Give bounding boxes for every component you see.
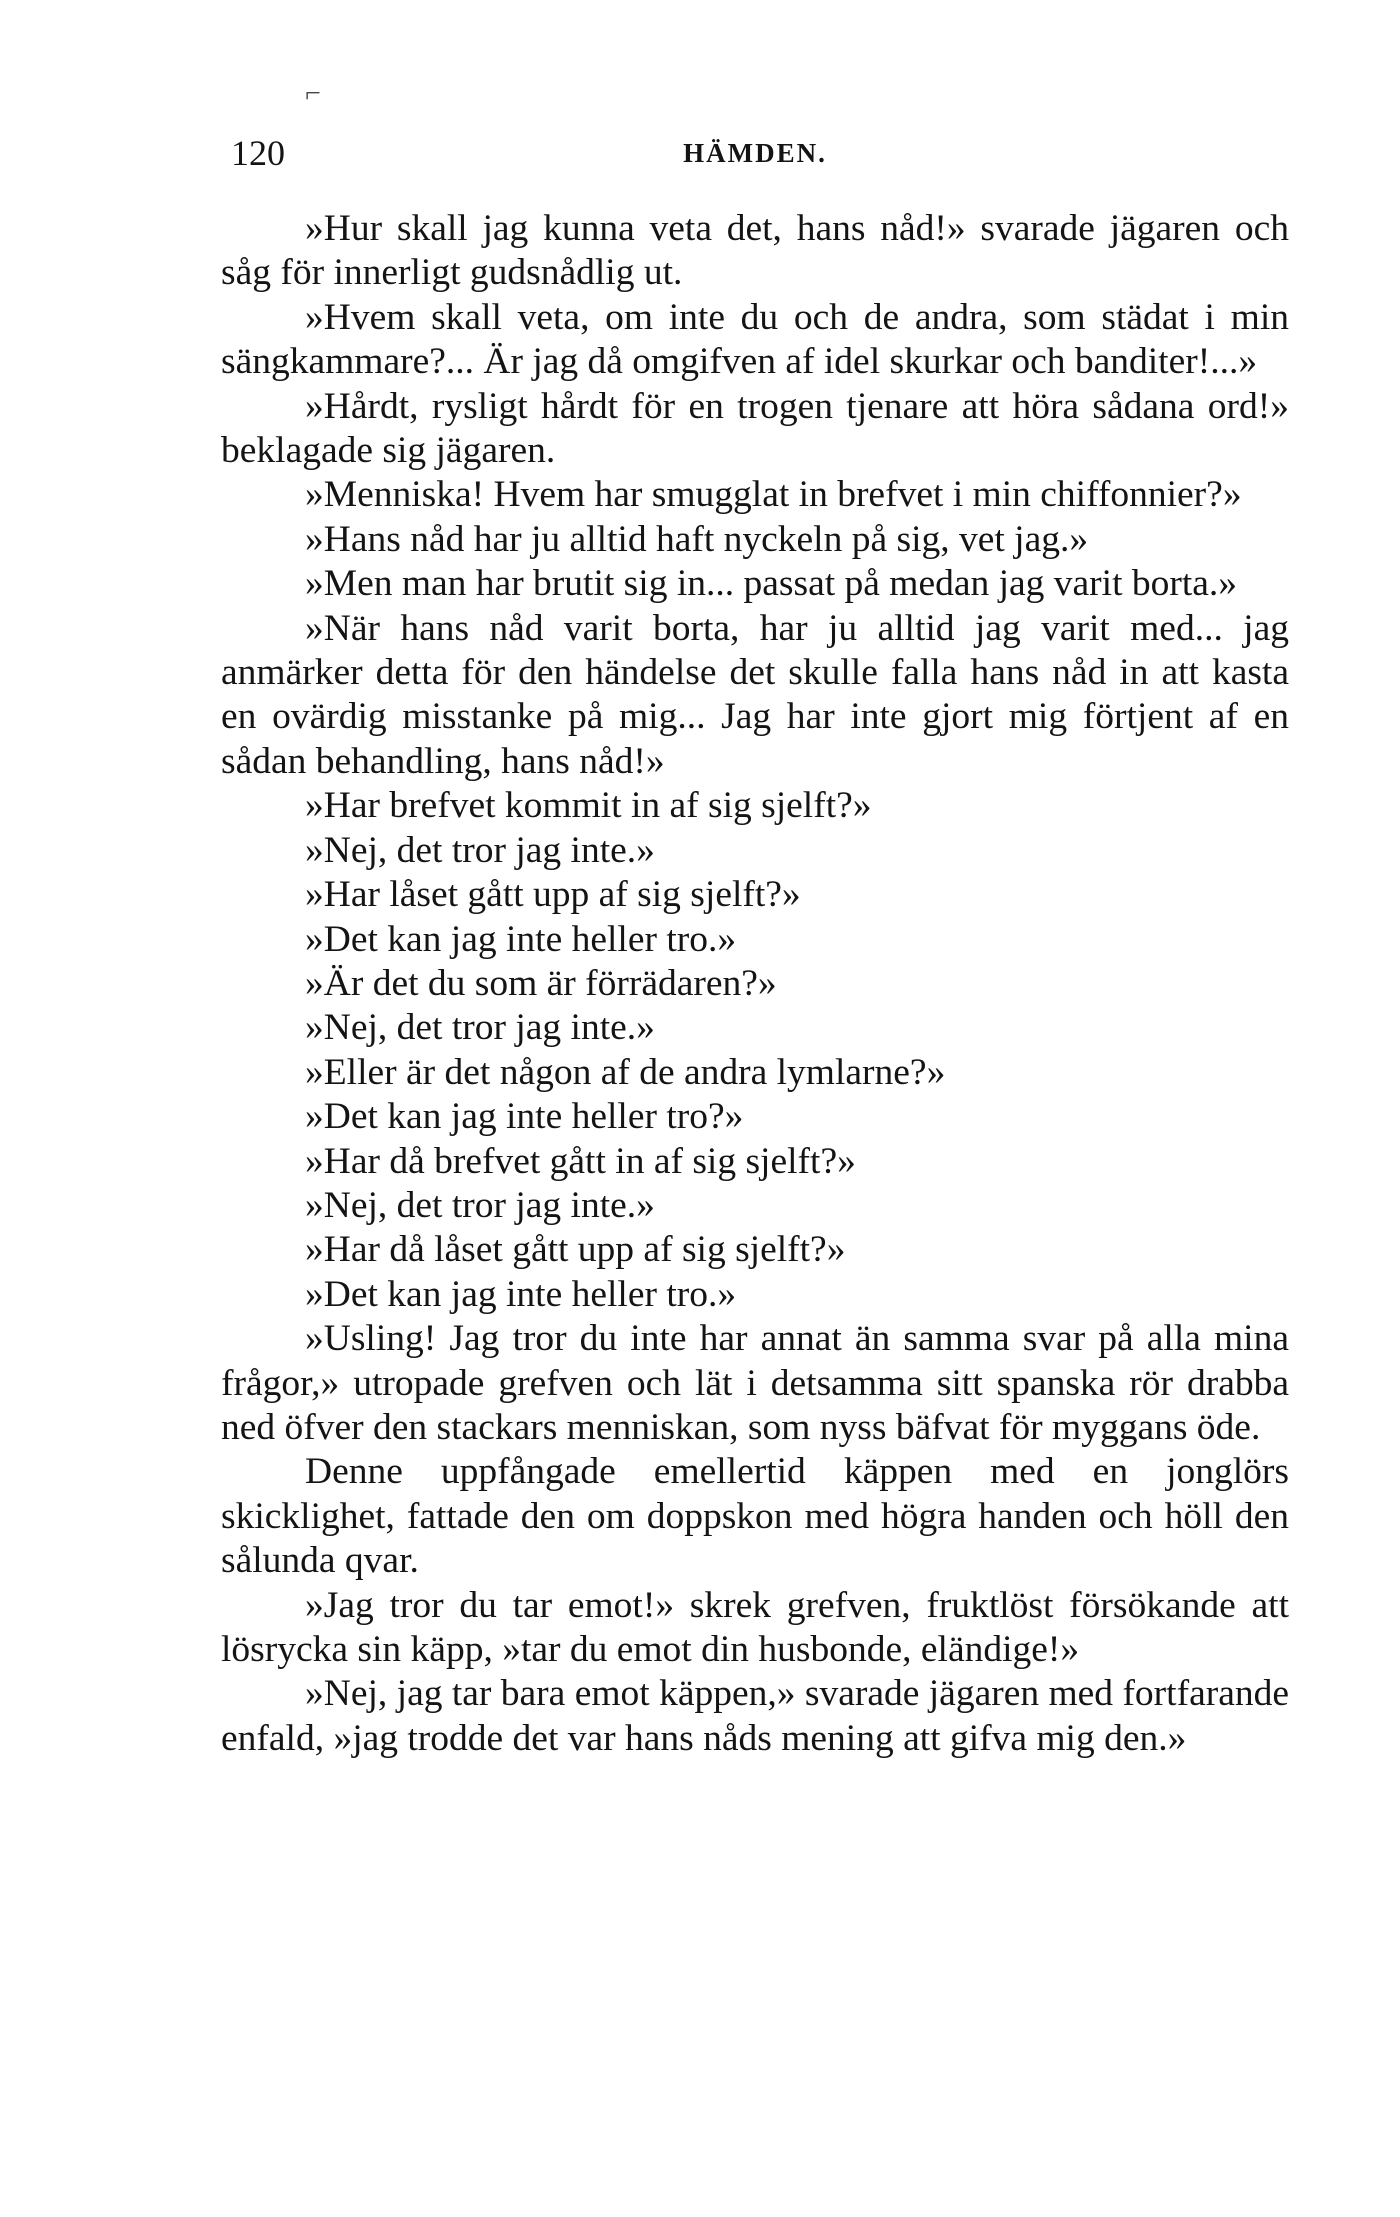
- paragraph: »Hvem skall veta, om inte du och de andra, som städat i min sängkammare?... Är jag då omgifven af idel skurkar och banditer!...»: [221, 296, 1289, 383]
- paragraph: »Har låset gått upp af sig sjelft?»: [305, 874, 801, 916]
- page-number: 120: [231, 133, 285, 173]
- paragraph: »Eller är det någon af de andra lymlarne?»: [305, 1051, 946, 1093]
- paragraph: »Jag tror du tar emot!» skrek grefven, fruktlöst försökande att lösrycka sin käpp, »tar du emot din husbonde, eländige!»: [221, 1584, 1289, 1670]
- paragraph: »Det kan jag inte heller tro?»: [305, 1096, 744, 1138]
- paragraph: Denne uppfångade emellertid käppen med en jonglörs skicklighet, fattade den om doppskon med högra handen och höll den sålunda qvar.: [221, 1451, 1289, 1582]
- paragraph: »Har då låset gått upp af sig sjelft?»: [305, 1229, 846, 1271]
- paragraph: »Nej, det tror jag inte.»: [305, 1007, 655, 1049]
- page-header: [221, 132, 1289, 182]
- paragraph: »Hur skall jag kunna veta det, hans nåd!» svarade jägaren och såg för innerligt gudsnådlig ut.: [221, 208, 1289, 294]
- paragraph: »Är det du som är förrädaren?»: [305, 962, 777, 1004]
- paragraph: »När hans nåd varit borta, har ju alltid jag varit med... jag anmärker detta för den händelse det skulle falla hans nåd in att kasta en ovärdig misstanke på mig... Jag har inte gjort mig förtjent af en sådan behandling, hans nåd!»: [221, 607, 1289, 782]
- paragraph: »Det kan jag inte heller tro.»: [305, 918, 737, 960]
- paragraph: »Nej, det tror jag inte.»: [305, 829, 655, 871]
- paragraph: »Usling! Jag tror du inte har annat än samma svar på alla mina frågor,» utropade grefven och lät i detsamma sitt spanska rör drabba ned öfver den stackars menniskan, som nyss bäfvat för myggans öde.: [221, 1318, 1289, 1448]
- paragraph: »Det kan jag inte heller tro.»: [305, 1273, 737, 1315]
- paragraph: »Men man har brutit sig in... passat på medan jag varit borta.»: [305, 563, 1238, 605]
- paragraph: »Har brefvet kommit in af sig sjelft?»: [305, 785, 872, 827]
- paragraph: »Menniska! Hvem har smugglat in brefvet i min chiffonnier?»: [305, 474, 1242, 516]
- paragraph: »Nej, jag tar bara emot käppen,» svarade jägaren med fortfarande enfald, »jag trodde det var hans nåds mening att gifva mig den.»: [221, 1673, 1289, 1759]
- paragraph: »Hårdt, rysligt hårdt för en trogen tjenare att höra sådana ord!» beklagade sig jägaren.: [221, 385, 1289, 472]
- paragraph: »Nej, det tror jag inte.»: [305, 1184, 655, 1226]
- paragraph: »Har då brefvet gått in af sig sjelft?»: [305, 1140, 856, 1182]
- ink-mark: ⌐: [305, 78, 321, 109]
- paragraph: »Hans nåd har ju alltid haft nyckeln på sig, vet jag.»: [305, 518, 1089, 560]
- running-title: HÄMDEN.: [683, 138, 827, 168]
- body-text: [221, 207, 1289, 1761]
